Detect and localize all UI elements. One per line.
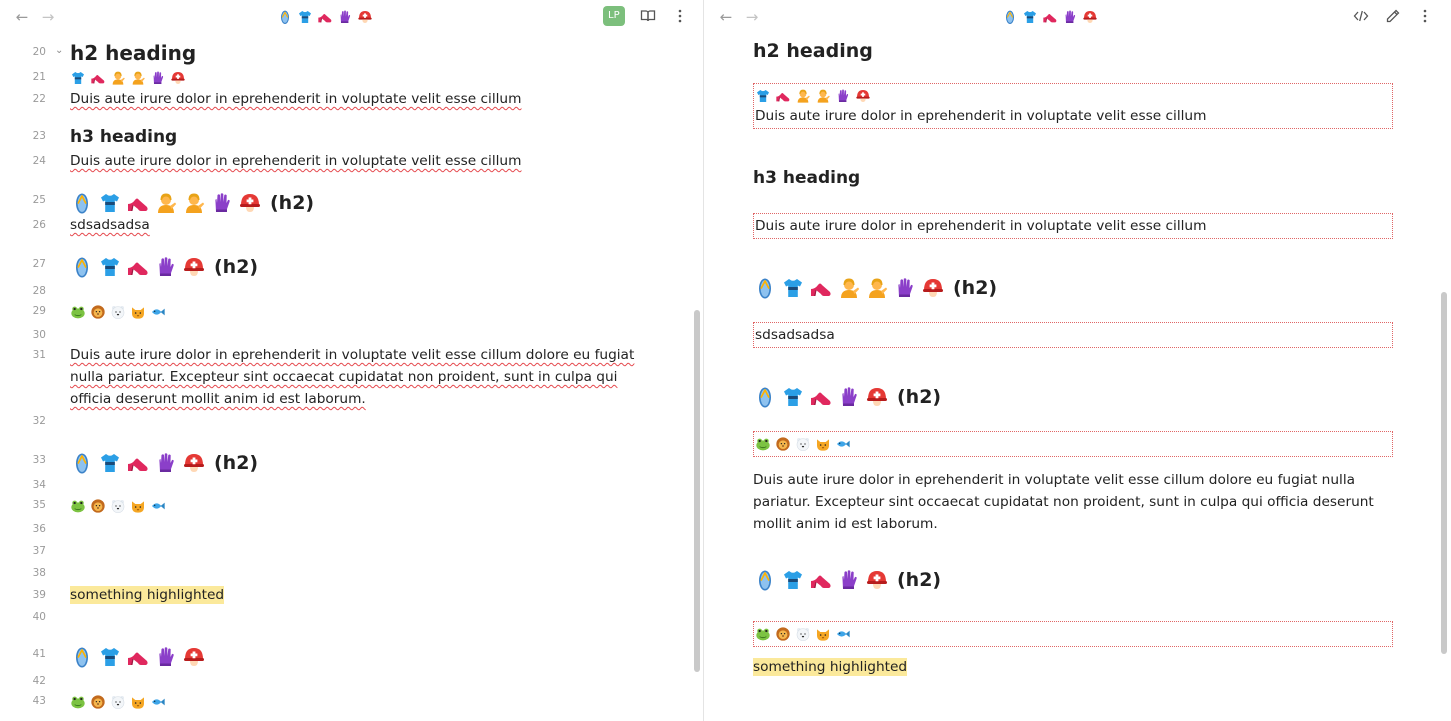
preview-block [753,568,1393,592]
line-content[interactable] [70,150,659,172]
preview-block [753,385,1393,409]
line-number: 37 [32,545,46,557]
line-number: 29 [32,305,46,317]
paragraph-text: Duis aute irure dolor in eprehenderit in voluptate velit esse cillum dolore eu fugiat nulla pariatur. Excepteur sint occaecat cupidatat non proident, sunt in culpa qui officia deserunt mollit anim id est laborum. [70,347,635,407]
high-heel-icon [809,385,833,409]
emoji-heading [70,252,659,282]
line-number: 23 [32,130,46,142]
preview-paragraph: Duis aute irure dolor in eprehenderit in voluptate velit esse cillum dolore eu fugiat nulla pariatur. Excepteur sint occaecat cupidatat non proident, sunt in culpa qui officia deserunt mollit anim id est laborum. [753,472,1374,532]
t-shirt-icon [98,191,122,215]
heading-suffix: (h2) [270,192,315,214]
emoji-row [70,70,659,86]
emoji-row [755,434,1391,454]
forward-arrow-icon[interactable]: → [745,8,759,26]
t-shirt-icon [98,255,122,279]
fish-icon [150,304,166,320]
emoji-row [70,498,659,514]
editor-pane-preview [704,0,1451,721]
preview-emoji-heading [753,385,1393,409]
frog-icon [70,498,86,514]
fold-chevron-icon[interactable]: ⌄ [55,45,64,56]
line-number: 28 [32,285,46,297]
edit-pencil-icon[interactable] [1384,6,1402,26]
t-shirt-icon [98,451,122,475]
heading-suffix: (h2) [214,256,259,278]
high-heel-icon [90,70,106,86]
preview-block [753,659,1393,675]
line-number: 43 [32,695,46,707]
t-shirt-icon [98,645,122,669]
flip-flop-icon [753,568,777,592]
preview-heading: h3 heading [753,168,861,188]
line-number: 35 [32,499,46,511]
person-tipping-hand-icon [837,276,861,300]
glove-icon [337,9,353,25]
cat-icon [130,498,146,514]
more-options-icon[interactable] [671,6,689,26]
rescue-helmet-icon [182,451,206,475]
forward-arrow-icon[interactable]: → [41,8,55,26]
heading-suffix: (h2) [953,277,998,299]
glove-icon [835,88,851,104]
rescue-helmet-icon [170,70,186,86]
line-number: 33 [32,454,46,466]
flip-flop-icon [753,276,777,300]
paragraph-text: Duis aute irure dolor in eprehenderit in voluptate velit esse cillum [70,153,522,169]
emoji-row [70,255,206,279]
fish-icon [835,436,851,452]
heading-text: h2 heading [70,41,197,65]
line-number: 39 [32,589,46,601]
rescue-helmet-icon [182,645,206,669]
t-shirt-icon [781,276,805,300]
emoji-row [753,568,889,592]
preview-text: Duis aute irure dolor in eprehenderit in voluptate velit esse cillum [755,218,1207,234]
line-content[interactable] [70,498,659,514]
emoji-row [1002,9,1098,25]
rescue-helmet-icon [1082,9,1098,25]
line-number: 22 [32,93,46,105]
t-shirt-icon [755,88,771,104]
polar-bear-icon [110,694,126,710]
emoji-row [277,9,373,25]
flip-flop-icon [1002,9,1018,25]
high-heel-icon [126,451,150,475]
reading-view-book-icon[interactable] [639,6,657,26]
flip-flop-icon [277,9,293,25]
heading-suffix: (h2) [214,452,259,474]
preview-highlighted-text: something highlighted [753,659,908,675]
frog-icon [755,436,771,452]
preview-embed-box [753,621,1393,647]
glove-icon [1062,9,1078,25]
high-heel-icon [809,276,833,300]
preview-text: sdsadsadsa [755,327,835,343]
line-number: 34 [32,479,46,491]
frog-icon [70,694,86,710]
high-heel-icon [775,88,791,104]
flip-flop-icon [70,191,94,215]
polar-bear-icon [795,436,811,452]
right-tab-header [704,0,1451,34]
preview-block [753,168,1393,188]
high-heel-icon [317,9,333,25]
emoji-row [70,694,659,710]
rescue-helmet-icon [921,276,945,300]
line-content[interactable] [70,448,659,478]
highlighted-text: something highlighted [70,587,225,603]
emoji-row [755,86,1391,106]
cat-icon [130,694,146,710]
editor-pane-source [0,0,703,721]
high-heel-icon [1042,9,1058,25]
lion-icon [90,304,106,320]
user-badge[interactable]: LP [603,6,625,26]
emoji-heading [70,448,659,478]
rescue-helmet-icon [357,9,373,25]
person-tipping-hand-icon [182,191,206,215]
back-arrow-icon[interactable]: ← [15,8,29,26]
line-content[interactable] [70,642,659,672]
lion-icon [775,436,791,452]
person-tipping-hand-icon [865,276,889,300]
preview-heading: h2 heading [753,40,873,62]
heading-suffix: (h2) [897,569,942,591]
line-content[interactable] [70,70,659,86]
paragraph-text: sdsadsadsa [70,217,150,233]
flip-flop-icon [70,451,94,475]
t-shirt-icon [297,9,313,25]
flip-flop-icon [70,255,94,279]
line-content[interactable] [70,214,659,236]
lion-icon [90,694,106,710]
flip-flop-icon [70,645,94,669]
person-tipping-hand-icon [110,70,126,86]
t-shirt-icon [781,568,805,592]
rescue-helmet-icon [865,568,889,592]
line-number: 42 [32,675,46,687]
t-shirt-icon [781,385,805,409]
person-tipping-hand-icon [130,70,146,86]
preview-embed-box [753,83,1393,129]
fish-icon [835,626,851,642]
line-number: 36 [32,523,46,535]
heading-suffix: (h2) [897,386,942,408]
line-content[interactable] [70,344,659,410]
t-shirt-icon [70,70,86,86]
line-number: 27 [32,258,46,270]
rescue-helmet-icon [865,385,889,409]
line-number: 40 [32,611,46,623]
lion-icon [90,498,106,514]
glove-icon [210,191,234,215]
glove-icon [154,255,178,279]
preview-embed-box [753,213,1393,239]
emoji-row [70,191,262,215]
preview-block [753,469,1393,535]
high-heel-icon [126,255,150,279]
line-content[interactable] [70,40,659,66]
line-number: 30 [32,329,46,341]
rescue-helmet-icon [238,191,262,215]
glove-icon [837,568,861,592]
person-tipping-hand-icon [154,191,178,215]
line-number: 21 [32,71,46,83]
flip-flop-icon [753,385,777,409]
preview-emoji-heading [753,568,1393,592]
emoji-row [753,276,945,300]
heading-text: h3 heading [70,127,178,147]
high-heel-icon [126,645,150,669]
rescue-helmet-icon [182,255,206,279]
preview-embed-box [753,322,1393,348]
polar-bear-icon [110,498,126,514]
high-heel-icon [809,568,833,592]
glove-icon [150,70,166,86]
source-code-icon[interactable] [1352,6,1370,26]
person-tipping-hand-icon [815,88,831,104]
glove-icon [837,385,861,409]
frog-icon [70,304,86,320]
left-tab-title[interactable] [277,8,373,26]
line-content[interactable] [70,584,659,606]
preview-emoji-heading [753,276,1393,300]
glove-icon [893,276,917,300]
line-content[interactable] [70,252,659,282]
emoji-heading [70,642,659,672]
emoji-row [755,624,1391,644]
fish-icon [150,498,166,514]
fish-icon [150,694,166,710]
glove-icon [154,645,178,669]
emoji-row [70,645,206,669]
line-number: 31 [32,349,46,361]
rescue-helmet-icon [855,88,871,104]
cat-icon [130,304,146,320]
lion-icon [775,626,791,642]
glove-icon [154,451,178,475]
left-tab-header [0,0,703,34]
t-shirt-icon [1022,9,1038,25]
frog-icon [755,626,771,642]
cat-icon [815,436,831,452]
line-number: 32 [32,415,46,427]
paragraph-text: Duis aute irure dolor in eprehenderit in voluptate velit esse cillum [70,91,522,107]
preview-block [753,276,1393,300]
more-options-icon[interactable] [1416,6,1434,26]
line-content[interactable] [70,126,659,148]
line-number: 25 [32,194,46,206]
right-scrollbar[interactable] [1441,292,1447,654]
back-arrow-icon[interactable]: ← [719,8,733,26]
polar-bear-icon [795,626,811,642]
line-content[interactable] [70,88,659,110]
preview-block [753,40,1393,62]
line-number: 38 [32,567,46,579]
preview-embed-box [753,431,1393,457]
emoji-row [70,304,659,320]
polar-bear-icon [110,304,126,320]
line-content[interactable] [70,694,659,710]
preview-text: Duis aute irure dolor in eprehenderit in voluptate velit esse cillum [755,108,1207,124]
left-scrollbar[interactable] [694,310,700,672]
high-heel-icon [126,191,150,215]
line-number: 41 [32,648,46,660]
line-number: 24 [32,155,46,167]
line-content[interactable] [70,304,659,320]
line-number: 20 [32,46,46,58]
emoji-row [70,451,206,475]
line-number: 26 [32,219,46,231]
emoji-row [753,385,889,409]
person-tipping-hand-icon [795,88,811,104]
right-tab-title[interactable] [1002,8,1098,26]
cat-icon [815,626,831,642]
